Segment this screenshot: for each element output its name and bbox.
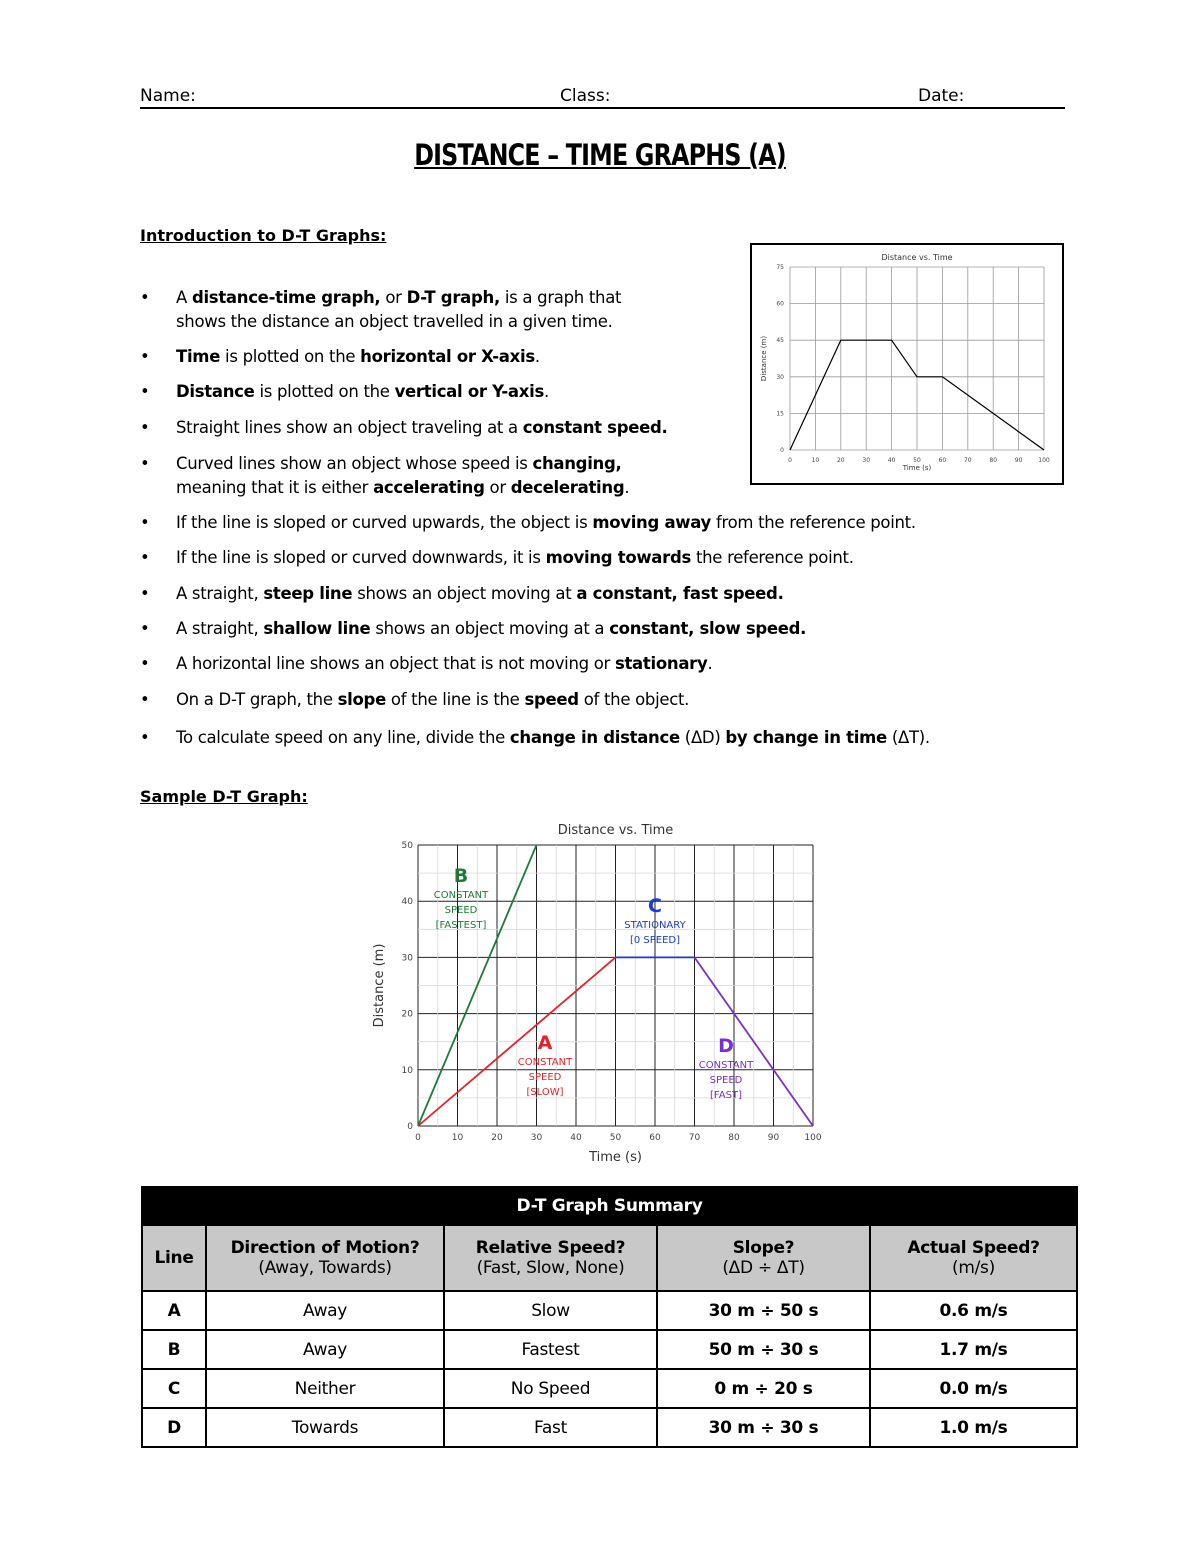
x-tick-label: 10 <box>451 1133 464 1143</box>
x-tick-label: 0 <box>415 1133 421 1143</box>
table-row <box>142 1291 1077 1330</box>
x-tick-label: 80 <box>728 1133 740 1143</box>
y-tick-label: 30 <box>776 373 784 381</box>
bullet-text: To calculate speed on any line, divide the change in distance (ΔD) by change in time (ΔT). <box>176 728 930 747</box>
y-axis-label: Distance (m) <box>760 335 768 382</box>
table-row <box>142 1369 1077 1408</box>
name-label: Name: <box>140 86 196 106</box>
y-tick-label: 30 <box>401 953 413 964</box>
bullet-text: meaning that it is either accelerating or decelerating. <box>176 478 630 497</box>
bullet-symbol: • <box>140 513 150 532</box>
header-relative-speed-sub: (Fast, Slow, None) <box>476 1258 625 1278</box>
bullet-symbol: • <box>140 347 150 366</box>
header-direction <box>206 1225 444 1291</box>
summary-table <box>141 1186 1078 1448</box>
y-tick-label: 10 <box>401 1065 413 1076</box>
y-tick-label: 45 <box>776 337 784 345</box>
bullet-symbol: • <box>140 728 150 747</box>
cell-line: A <box>142 1291 206 1330</box>
bullet-text: If the line is sloped or curved upwards, the object is moving away from the reference point. <box>176 513 916 532</box>
table-caption: D-T Graph Summary <box>142 1187 1077 1225</box>
y-tick-label: 50 <box>401 841 413 851</box>
cell-actual-speed: 0.6 m/s <box>870 1291 1077 1330</box>
cell-slope: 30 m ÷ 30 s <box>657 1408 870 1447</box>
annotation-text-b: [FASTEST] <box>435 920 487 931</box>
small-dt-chart <box>750 243 1064 485</box>
cell-line: B <box>142 1330 206 1369</box>
header-line-main: Line <box>154 1248 194 1268</box>
annotation-text-b: CONSTANT <box>433 890 489 901</box>
annotation-text-a: SPEED <box>528 1072 562 1083</box>
x-tick-label: 10 <box>811 457 820 464</box>
x-axis-label: Time (s) <box>902 464 932 472</box>
bullet-text: A straight, shallow line shows an object moving at a constant, slow speed. <box>176 619 807 638</box>
bullet-text: A distance-time graph, or D-T graph, is a graph that <box>176 288 622 307</box>
cell-actual-speed: 0.0 m/s <box>870 1369 1077 1408</box>
annotation-text-d: [FAST] <box>710 1090 742 1101</box>
small-dt-chart-svg <box>752 245 1062 483</box>
intro-heading: Introduction to D-T Graphs: <box>140 226 387 245</box>
table-row <box>142 1408 1077 1447</box>
bullet-text: On a D-T graph, the slope of the line is the speed of the object. <box>176 690 690 709</box>
y-axis-label: Distance (m) <box>372 943 387 1028</box>
y-tick-label: 0 <box>407 1122 413 1132</box>
cell-actual-speed: 1.0 m/s <box>870 1408 1077 1447</box>
header-line <box>142 1225 206 1291</box>
bullet-text: Distance is plotted on the vertical or Y-axis. <box>176 382 549 401</box>
class-label: Class: <box>560 86 611 106</box>
bullet-symbol: • <box>140 288 150 307</box>
table-row <box>142 1330 1077 1369</box>
chart-title: Distance vs. Time <box>881 253 953 262</box>
bullet-symbol: • <box>140 619 150 638</box>
sample-heading: Sample D-T Graph: <box>140 787 308 806</box>
x-tick-label: 0 <box>788 457 792 464</box>
bullet-text: Curved lines show an object whose speed is changing, <box>176 454 622 473</box>
header-actual-speed <box>870 1225 1077 1291</box>
x-tick-label: 90 <box>1014 457 1023 464</box>
y-tick-label: 15 <box>776 410 784 418</box>
annotation-text-a: [SLOW] <box>526 1087 564 1098</box>
cell-direction: Away <box>206 1330 444 1369</box>
header-slope-main: Slope? <box>732 1238 795 1258</box>
bullet-text: Time is plotted on the horizontal or X-axis. <box>176 347 540 366</box>
bullet-symbol: • <box>140 454 150 473</box>
y-tick-label: 40 <box>401 897 413 908</box>
annotation-letter-a: A <box>537 1032 553 1054</box>
x-tick-label: 100 <box>1038 457 1050 464</box>
bullet-symbol: • <box>140 382 150 401</box>
x-tick-label: 30 <box>862 457 871 464</box>
cell-slope: 30 m ÷ 50 s <box>657 1291 870 1330</box>
header-direction-sub: (Away, Towards) <box>258 1258 392 1278</box>
cell-line: C <box>142 1369 206 1408</box>
x-tick-label: 100 <box>804 1133 822 1143</box>
x-tick-label: 60 <box>649 1133 661 1143</box>
header-relative-speed <box>444 1225 657 1291</box>
date-label: Date: <box>918 86 965 106</box>
header-rule <box>140 107 1065 109</box>
cell-slope: 0 m ÷ 20 s <box>657 1369 870 1408</box>
cell-relative-speed: Slow <box>444 1291 657 1330</box>
bullet-symbol: • <box>140 548 150 567</box>
x-tick-label: 40 <box>887 457 896 464</box>
annotation-text-d: SPEED <box>709 1075 743 1086</box>
header-slope <box>657 1225 870 1291</box>
cell-relative-speed: No Speed <box>444 1369 657 1408</box>
annotation-letter-b: B <box>453 865 469 887</box>
bullet-text: A horizontal line shows an object that is not moving or stationary. <box>176 654 713 673</box>
annotation-text-d: CONSTANT <box>698 1060 754 1071</box>
bullet-symbol: • <box>140 584 150 603</box>
x-tick-label: 50 <box>609 1133 622 1143</box>
chart-title: Distance vs. Time <box>557 823 674 838</box>
bullet-symbol: • <box>140 690 150 709</box>
cell-relative-speed: Fastest <box>444 1330 657 1369</box>
sample-dt-chart-svg <box>365 815 835 1170</box>
annotation-text-b: SPEED <box>444 905 478 916</box>
bullet-text: A straight, steep line shows an object moving at a constant, fast speed. <box>176 584 784 603</box>
header-actual-speed-sub: (m/s) <box>952 1258 995 1278</box>
annotation-text-c: STATIONARY <box>624 920 686 931</box>
cell-relative-speed: Fast <box>444 1408 657 1447</box>
x-tick-label: 80 <box>989 457 998 464</box>
cell-slope: 50 m ÷ 30 s <box>657 1330 870 1369</box>
x-tick-label: 30 <box>530 1133 543 1143</box>
y-tick-label: 75 <box>776 264 784 271</box>
annotation-letter-c: C <box>648 895 662 917</box>
x-axis-label: Time (s) <box>589 1150 642 1165</box>
sample-dt-chart <box>365 815 835 1170</box>
bullet-symbol: • <box>140 418 150 437</box>
cell-actual-speed: 1.7 m/s <box>870 1330 1077 1369</box>
annotation-letter-d: D <box>718 1035 734 1057</box>
x-tick-label: 70 <box>963 457 972 464</box>
y-tick-label: 20 <box>401 1009 413 1020</box>
bullet-text: If the line is sloped or curved downwards, it is moving towards the reference point. <box>176 548 854 567</box>
x-tick-label: 70 <box>688 1133 701 1143</box>
header-relative-speed-main: Relative Speed? <box>475 1238 626 1258</box>
cell-direction: Towards <box>206 1408 444 1447</box>
x-tick-label: 20 <box>836 457 845 464</box>
y-tick-label: 0 <box>780 447 784 454</box>
bullet-text: Straight lines show an object traveling at a constant speed. <box>176 418 668 437</box>
x-tick-label: 50 <box>913 457 921 464</box>
annotation-text-c: [0 SPEED] <box>629 935 681 946</box>
y-tick-label: 60 <box>776 300 784 308</box>
x-tick-label: 40 <box>570 1133 582 1143</box>
header-actual-speed-main: Actual Speed? <box>907 1238 1040 1258</box>
annotation-text-a: CONSTANT <box>517 1057 573 1068</box>
x-tick-label: 20 <box>491 1133 503 1143</box>
cell-direction: Away <box>206 1291 444 1330</box>
header-slope-sub: (ΔD ÷ ΔT) <box>722 1258 805 1278</box>
x-tick-label: 60 <box>938 457 947 464</box>
header-direction-main: Direction of Motion? <box>230 1238 420 1258</box>
cell-direction: Neither <box>206 1369 444 1408</box>
x-tick-label: 90 <box>767 1133 780 1143</box>
page-title: DISTANCE – TIME GRAPHS (A) <box>414 138 786 172</box>
cell-line: D <box>142 1408 206 1447</box>
bullet-symbol: • <box>140 654 150 673</box>
bullet-text: shows the distance an object travelled in a given time. <box>176 312 613 331</box>
